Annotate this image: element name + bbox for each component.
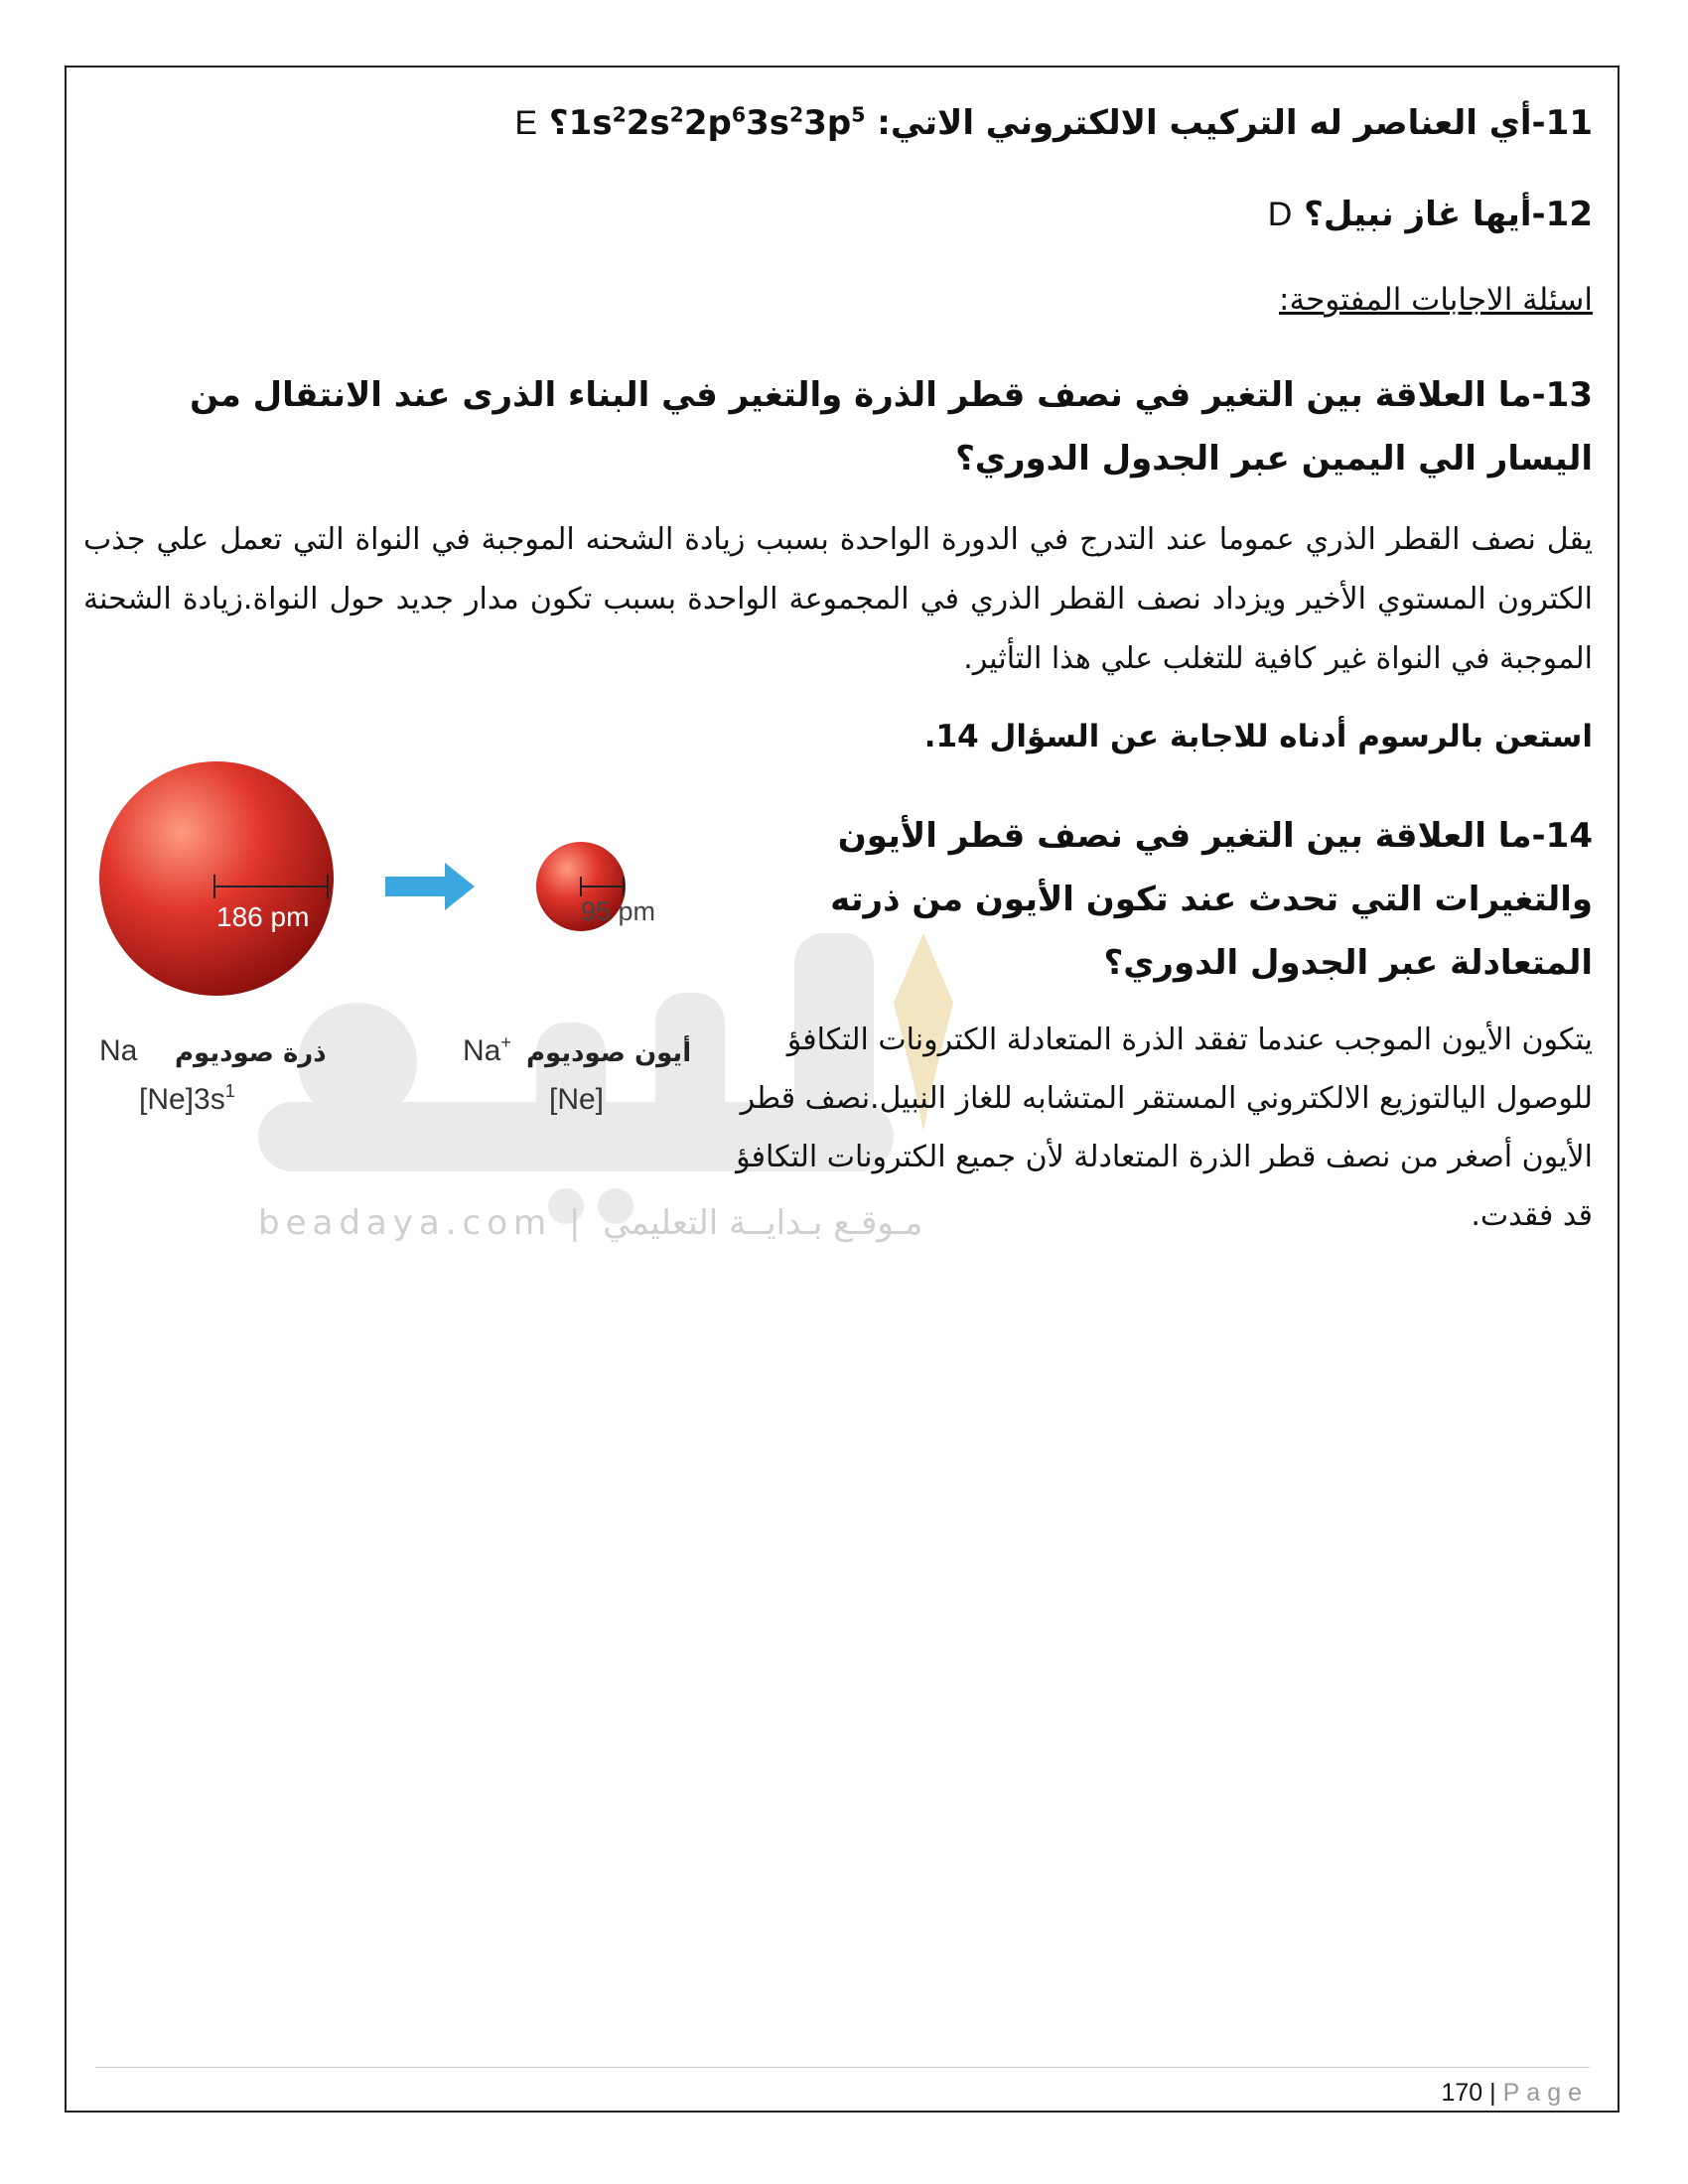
watermark-text: beadaya.com | مـوقـع بـدايــة التعليمي — [258, 1203, 923, 1243]
sodium-atom-ion-figure — [97, 759, 703, 1147]
ion-radius-label: 95 pm — [581, 896, 656, 926]
atom-label: ذرة صوديوم — [175, 1038, 327, 1068]
ion-symbol: Na+ — [463, 1032, 511, 1067]
atom-radius-label: 186 pm — [216, 901, 310, 932]
figure-hint: استعن بالرسوم أدناه للاجابة عن السؤال 14. — [923, 719, 1593, 754]
answer-14: يتكون الأيون الموجب عندما تفقد الذرة المتعادلة الكترونات التكافؤ للوصول اليالتوزيع الالكتروني المستقر المتشابه للغاز النبيل.نصف قطر الأيون أصغر من نصف قطر الذرة المتعادلة لأن جميع الكترونات التكافؤ قد فقدت. — [736, 1023, 1593, 1233]
page-word: Page — [1502, 2079, 1589, 2107]
section-title: اسئلة الاجابات المفتوحة: — [1279, 282, 1593, 318]
ion-config: [Ne] — [549, 1083, 605, 1116]
answer-11: E — [514, 104, 538, 142]
answer-12: D — [1267, 196, 1293, 233]
atom-symbol: Na — [99, 1034, 138, 1067]
question-14: 14-ما العلاقة بين التغير في نصف قطر الأيون والتغيرات التي تحدث عند تكون الأيون من ذرته المتعادلة عبر الجدول الدوري؟ — [830, 816, 1593, 983]
electron-configuration: $1s^22s^22p^63s^23p^5$ — [568, 102, 866, 143]
arrow-icon — [385, 863, 475, 910]
answer-13: يقل نصف القطر الذري عموما عند التدرج في الدورة الواحدة بسبب زيادة الشحنه الموجبة في النواة التي تعمل علي جذب الكترون المستوي الأخير ويزداد نصف القطر الذري في المجموعة الواحدة بسبب تكون مدار جديد حول النواة.زيادة الشحنة الموجبة في النواة غير كافية للتغلب علي هذا التأثير. — [83, 522, 1593, 676]
ion-label: أيون صوديوم — [526, 1038, 692, 1068]
page-footer: 170 | Page — [1441, 2079, 1589, 2107]
question-11: 11-أي العناصر له التركيب الالكتروني الاتي: $1s^22s^22p^63s^23p^5؟$ E — [514, 102, 1593, 143]
sodium-atom-sphere — [99, 761, 334, 996]
page-number: 170 — [1441, 2079, 1483, 2107]
question-12: 12-أيها غاز نبيل؟ D — [1267, 195, 1593, 234]
atom-config: $[Ne]3s^1$ — [139, 1081, 235, 1116]
footer-divider — [95, 2067, 1590, 2068]
question-13: 13-ما العلاقة بين التغير في نصف قطر الذرة والتغير في البناء الذرى عند الانتقال من اليسار الي اليمين عبر الجدول الدوري؟ — [190, 375, 1593, 478]
